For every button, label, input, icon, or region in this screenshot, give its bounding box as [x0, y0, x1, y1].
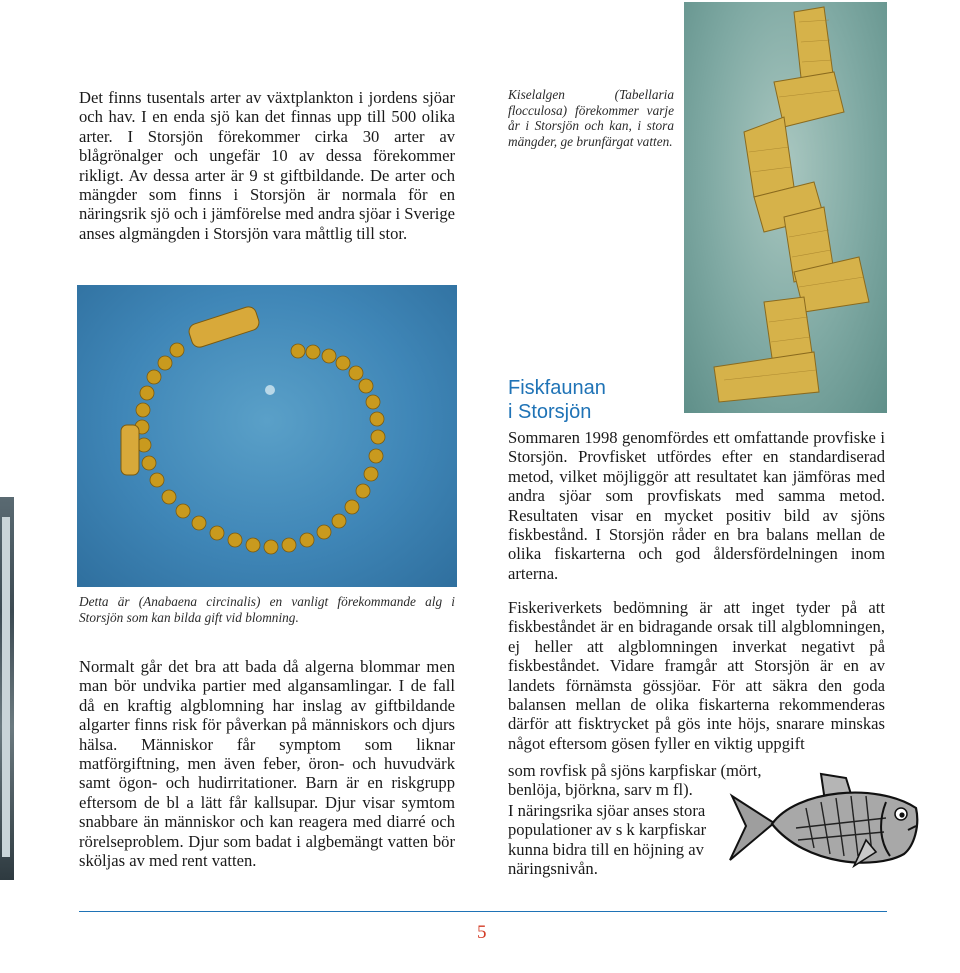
fish-para2-line-2: benlöja, björkna, sarv m fl). — [508, 780, 693, 800]
fish-heading-line-2: i Storsjön — [508, 401, 592, 423]
tabellaria-photo — [684, 2, 887, 413]
fish-para3-line-1: I näringsrika sjöar anses stora — [508, 801, 706, 820]
fish-paragraph-2 — [508, 598, 885, 753]
bathing-text: Normalt går det bra att bada då algerna blommar men man bör undvika partier med algansamlingar. I de fall då en kraftig algblomning har inslag av giftbildande algarter finns risk för påverkan på människors och djurs hälsa. Människor får symptom som liknar matförgiftning, men även feber, öron- och huvudvärk samt ögon- och hudirritationer. Barn är en riskgrupp eftersom de bl a lätt får kallsupar. Djur visar symtom snabbare än människor och kan reagera med diarré och rörelseproblem. Djur som badat i algbemängt vatten bör sköljas av med rent vatten. — [79, 657, 455, 871]
fish-para1-text: Sommaren 1998 genomfördes ett omfattande provfiske i Storsjön. Provfisket utfördes efter en standardiserad metod, vilket möjliggör att resultatet kan jämföras med andra sjöar som provfiskats med samma metod. Resultaten visar en mycket positiv bild av sjöns fiskbestånd. I Storsjön råder en bra balans mellan de olika fiskarterna och god åldersfördelningen inom arterna. — [508, 428, 885, 583]
bathing-paragraph — [79, 657, 455, 870]
anabaena-photo — [77, 285, 457, 587]
page-number: 5 — [477, 922, 487, 943]
footer-rule — [79, 911, 887, 912]
anabaena-spiral-graphic — [77, 285, 457, 587]
tabellaria-caption — [508, 87, 674, 149]
fish-para2-line-1: som rovfisk på sjöns karpfiskar (mört, — [508, 761, 762, 780]
fish-illustration — [726, 768, 922, 880]
tabellaria-caption-text: Kiselalgen (Tabellaria flocculosa) förekommer varje år i Storsjön och kan, i stora mängder, ge brunfärgat vatten. — [508, 87, 674, 149]
fish-paragraph-1 — [508, 428, 885, 583]
fish-para3-line-2: populationer av s k karpfiskar — [508, 820, 707, 840]
fish-para2-text: Fiskeriverkets bedömning är att inget tyder på att fiskbeståndet är en bidragande orsak till algblomningen, ej heller att algblomningen inverkat negativt på fiskbeståndet. Vidare framgår att Storsjön är en av landets förnämsta gössjöar. För att säkra den goda balansen mellan de olika fiskarterna rekommenderas därför att fisktrycket på gös inte höjs, snarare minskas något eftersom gösen fyller en viktig uppgift — [508, 598, 885, 753]
intro-paragraph — [79, 88, 455, 243]
fish-para3-line-4: näringsnivån. — [508, 859, 598, 879]
fish-paragraph-3 — [508, 801, 748, 879]
fish-heading-line-1: Fiskfaunan — [508, 377, 606, 399]
fish-icon — [726, 768, 922, 880]
fish-section-heading — [508, 376, 708, 424]
fish-para3-line-3: kunna bidra till en höjning av — [508, 839, 704, 859]
intro-text: Det finns tusentals arter av växtplankton i jordens sjöar och hav. I en enda sjö kan det finnas upp till 500 olika arter. I Storsjön förekommer cirka 30 arter av blågrönalger och ungefär 10 av dessa förekommer rikligt. Av dessa arter är 9 st giftbildande. De arter och mängder som finns i Storsjön är normala för en näringsrik sjö och i jämförelse med andra sjöar i Sverige anses algmängden i Storsjön vara måttlig till stor. — [79, 88, 455, 243]
anabaena-caption-text: Detta är (Anabaena circinalis) en vanligt förekommande alg i Storsjön som kan bilda gift vid blomning. — [79, 594, 455, 625]
tabellaria-chain-graphic — [684, 2, 887, 413]
edge-photo-strip — [0, 497, 14, 880]
anabaena-caption — [79, 594, 455, 625]
